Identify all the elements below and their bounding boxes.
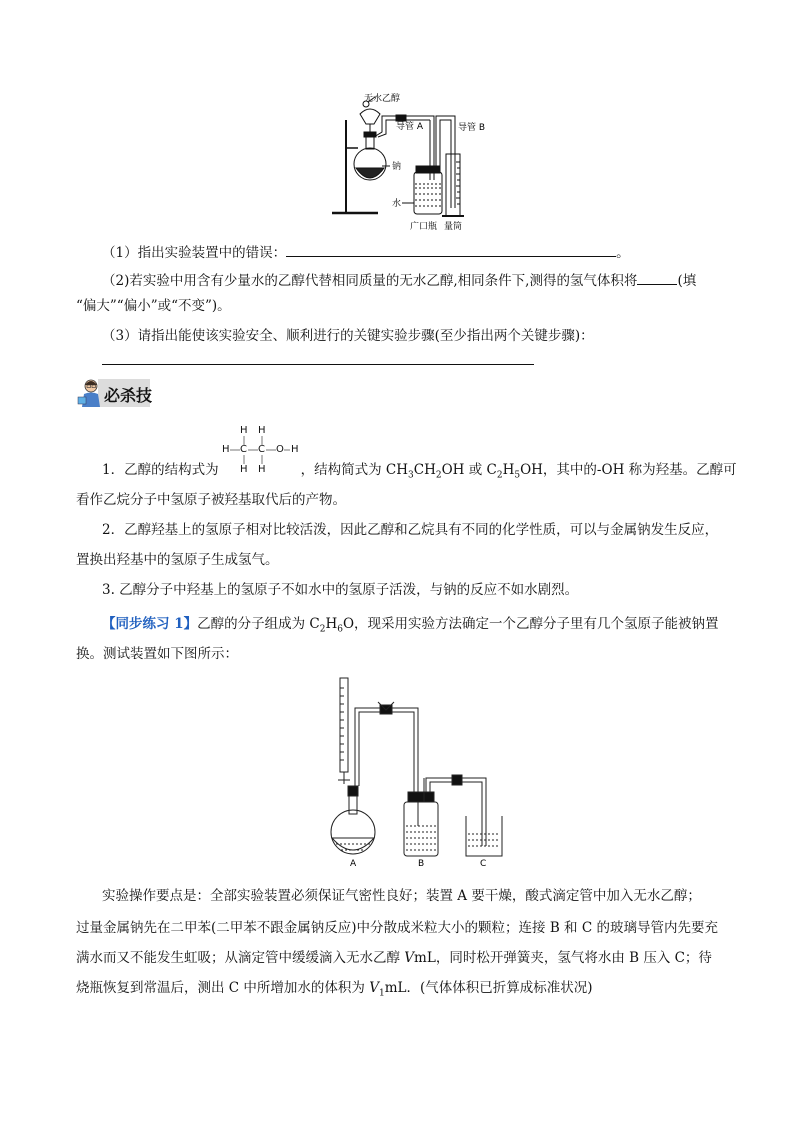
question-1-text: （1）指出实验装置中的错误：: [102, 245, 287, 261]
label-water: 水: [392, 199, 402, 209]
section-banner: [76, 377, 152, 409]
answer-line-3[interactable]: [102, 364, 534, 365]
answer-blank-2[interactable]: [637, 270, 677, 285]
section-title: 必杀技: [104, 386, 153, 405]
procedure-line-4: [76, 978, 593, 1004]
atom-h: H: [240, 425, 248, 436]
teacher-icon: [76, 377, 104, 409]
procedure-3a: 满水而又不能发生虹吸；从滴定管中缓缓滴入无水乙醇: [76, 950, 400, 966]
practice-b: H: [325, 616, 338, 632]
label-tube-a: 导管 A: [396, 122, 424, 132]
procedure-line-3: [76, 948, 712, 968]
tip-2-cont: 置换出羟基中的氢原子生成氢气。: [76, 552, 279, 568]
question-1: [102, 242, 630, 263]
label-tube-b: 导管 B: [458, 123, 486, 133]
practice-a: 乙醇的分子组成为 C: [197, 616, 320, 632]
tip-1-c: CH: [413, 462, 436, 478]
sub: 5: [514, 470, 521, 481]
answer-blank-1[interactable]: [286, 242, 616, 257]
apparatus-figure-2: [326, 676, 516, 868]
question-3: （3）请指出能使该实验安全、顺利进行的关键实验步骤(至少指出两个关键步骤)：: [102, 328, 594, 344]
var-v: V: [404, 950, 415, 966]
tip-1-a: 1．乙醇的结构式为: [102, 462, 219, 478]
question-2-fill: (填: [677, 273, 697, 289]
var-v1: V: [369, 980, 379, 996]
tip-1-f: OH，其中的-OH 称为羟基。乙醇可: [520, 462, 737, 478]
tip-1-e: H: [502, 462, 515, 478]
atom-c: C: [240, 444, 247, 455]
apparatus-figure-1: [330, 92, 500, 234]
tip-2: 2．乙醇羟基上的氢原子相对比较活泼，因此乙醇和乙烷具有不同的化学性质，可以与金属钠发生反应，: [102, 522, 719, 538]
procedure-4a: 烧瓶恢复到常温后，测出 C 中所增加水的体积为: [76, 980, 365, 996]
procedure-line-2: 过量金属钠先在二甲苯(二甲苯不跟金属钠反应)中分散成米粒大小的颗粒；连接 B 和 C 的玻璃导管内先要充: [76, 920, 718, 936]
practice-1: [102, 614, 719, 640]
label-b: B: [418, 859, 425, 868]
atom-h: H: [240, 464, 248, 475]
label-c: C: [480, 859, 487, 868]
question-2: [102, 270, 696, 291]
label-cylinder: 量筒: [444, 222, 463, 232]
tip-3: 3. 乙醇分子中羟基上的氢原子不如水中的氢原子活泼，与钠的反应不如水剧烈。: [102, 582, 579, 598]
tip-1: [102, 460, 737, 486]
tip-1-b: ，结构简式为 CH: [300, 462, 408, 478]
label-a: A: [350, 859, 357, 868]
atom-c: C: [258, 444, 265, 455]
label-sodium: 钠: [392, 162, 402, 172]
sub: 1: [378, 988, 385, 999]
atom-h: H: [222, 444, 230, 455]
sub: 2: [435, 470, 442, 481]
practice-tag: 【同步练习 1】: [102, 616, 198, 632]
sub: 3: [408, 470, 414, 481]
atom-h: H: [258, 464, 266, 475]
question-2-cont: “偏大”“偏小”或“不变”)。: [76, 298, 231, 314]
tip-1-cont: 看作乙烷分子中氢原子被羟基取代后的产物。: [76, 492, 346, 508]
practice-c: O，现采用实验方法确定一个乙醇分子里有几个氢原子能被钠置: [342, 616, 719, 632]
label-anhydrous-ethanol: 无水乙醇: [364, 94, 401, 104]
sub: 6: [337, 624, 343, 635]
question-2-text: （2)若实验中用含有少量水的乙醇代替相同质量的无水乙醇,相同条件下,测得的氢气体积将: [102, 273, 638, 289]
procedure-line-1: 实验操作要点是：全部实验装置必须保证气密性良好；装置 A 要干燥，酸式滴定管中加入无水乙醇；: [102, 888, 701, 904]
sub: 2: [319, 624, 326, 635]
procedure-4b: mL．(气体体积已折算成标准状况): [384, 980, 593, 996]
procedure-3b: mL，同时松开弹簧夹，氢气将水由 B 压入 C；待: [414, 950, 712, 966]
question-1-end: 。: [616, 245, 630, 261]
atom-h: H: [258, 425, 266, 436]
sub: 2: [496, 470, 503, 481]
tip-1-d: OH 或 C: [441, 462, 497, 478]
label-jar: 广口瓶: [410, 222, 438, 232]
atom-o: O: [276, 444, 284, 455]
practice-1-cont: 换。测试装置如下图所示：: [76, 646, 238, 662]
atom-h: H: [291, 444, 299, 455]
